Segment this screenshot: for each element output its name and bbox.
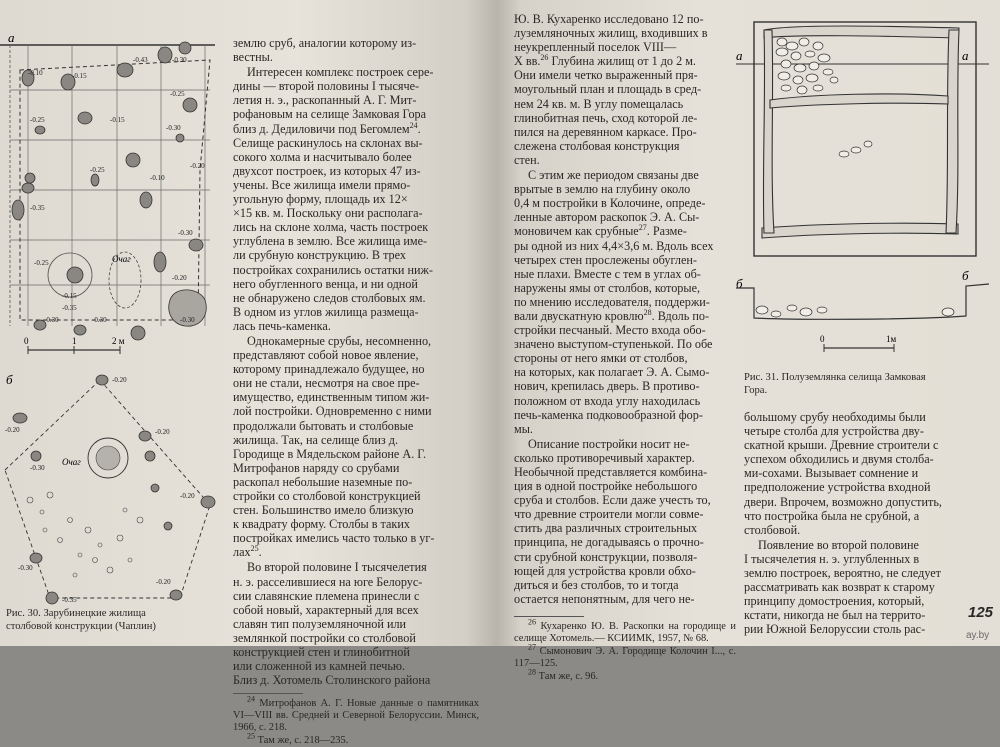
footnote: $^{28}$ Там же, с. 96. [528,667,599,682]
right-text-column [514,12,736,683]
depth-mark: -0.35 [62,304,77,312]
scale-zero: 0 [24,336,29,346]
depth-mark: -0.20 [112,376,127,384]
footnote-ref: 26 [540,53,549,63]
paragraph: землю сруб, аналогии которому из- вестны. [233,36,417,65]
left-page [0,0,496,747]
footnote: $^{27}$ Сымонович Э. А. Городище Колочин I..., с. 117—125. [514,642,736,669]
depth-mark: -0.10 [150,174,165,182]
figure-30b-plan [0,370,226,606]
depth-mark: -0.30 [18,564,33,572]
scale-one: 1 [72,336,77,346]
depth-mark: -0.35 [30,204,45,212]
caption-line: столбовой конструкции (Чаплин) [6,620,156,632]
depth-mark: -0.20 [180,492,195,500]
depth-mark: -0.30 [30,464,45,472]
ochag-label: Очаг [112,254,131,264]
caption-line: Гора. [744,384,768,396]
depth-mark: -0.25 [90,166,105,174]
left-text-column [233,36,479,747]
right-page [496,0,1000,682]
figure-30a-plan [0,30,226,370]
depth-mark: -0.43 [133,56,148,64]
footnote-rule [233,693,303,694]
depth-mark: -0.30 [92,316,107,324]
figure-30-caption [6,608,226,633]
footnote-ref: 24 [409,120,418,130]
depth-mark: -0.20 [172,274,187,282]
depth-mark: -0.30 [178,229,193,237]
depth-mark: -0.15 [62,292,77,300]
footnote: $^{25}$ Там же, с. 218—235. [247,731,349,747]
depth-mark: -0.15 [110,116,125,124]
caption-line: Рис. 31. Полуземлянка селища Замковая [744,372,926,383]
section-label-b: б [736,276,743,291]
footnote-rule [514,616,584,617]
depth-mark: -0.30 [180,316,195,324]
right-lower-text-column [744,410,966,637]
paragraph: Ю. В. Кухаренко исследовано 12 по- луземляночных жилищ, входивших в неукрепленный поселок VIII— X вв.$^{26}$ Глубина жилищ от 1 до 2 м. Они имели четко выраженный пря- моугольный план и площадь в сред- нем 24 кв. м. В углу помещалась глинобитная печь, сход которой ле- пился на деревянном каркасе. Про- слежена столбовая конструкция стен. [514,12,708,167]
paragraph: большому срубу необходимы были четыре столба для устройства дву- скатной крыши. Древние строители с успехом обходились и двумя столба- ми-сохами. Вызывает сомнение и предположение устройства входной двери. Впрочем, возможно допустить, что постройка была не срубной, а столбовой. [744,410,942,537]
footnote: $^{26}$ Кухаренко Ю. В. Раскопки на городище и селище Хотомель.— КСИИМК, 1957, № 68. [514,617,736,644]
depth-mark: -0.20 [190,162,205,170]
scale-one: 1м [886,334,897,344]
figure-31-plan [734,18,992,368]
depth-mark: -0.20 [5,426,20,434]
section-label-b: б [962,268,969,283]
footnote-ref: 27 [638,223,647,233]
depth-mark: -0.20 [155,428,170,436]
figure-31-caption [744,372,984,397]
depth-mark: -0.30 [172,56,187,64]
page-number: 125 [968,604,994,621]
depth-mark: -0.10 [28,69,43,77]
paragraph: Интересен комплекс построек сере- дины — второй половины I тысяче- летия н. э., раскопанный А. Г. Мит- рофановым на селище Замковая Гора близ д. Дедиловичи под Бегомлем$^{24}$. Селище раскинулось на склонах вы- сокого холма и насчитывало более двухсот построек, из которых 47 из- учены. Все жилища имели прямо- угольную форму, площадь их 12× ×15 кв. м. Поскольку они располага- лись на склоне холма, часть построек углублена в землю. Все жилища име- ли срубную конструкцию. В трех постройках сохранились остатки ниж- него обугленного венца, и ни одной не обнаружено следов столбовых ям. В одном из углов жилища размеща- лась печь-каменка. [233,65,434,333]
depth-mark: -0.20 [156,578,171,586]
depth-mark: -0.15 [72,72,87,80]
scale-zero: 0 [820,334,825,344]
depth-mark: -0.25 [170,90,185,98]
footnote: $^{24}$ Митрофанов А. Г. Новые данные о памятниках VI—VIII вв. Средней и Северной Белоруссии. Минск, 1966, с. 218. [233,694,479,734]
caption-line: Рис. 30. Зарубинецкие жилища [6,608,146,619]
section-label-a: а [736,48,743,63]
depth-mark: -0.35 [62,596,77,604]
paragraph: Однокамерные срубы, несомненно, представляют собой новое явление, которому принадлежало будущее, но они не стали, несмотря на свое пре- имущество, единственным типом жи- лой постройки. Одновременно с ними продолжали бытовать и столбовые жилища. Так, на селище близ д. Городище в Мядельском районе А. Г. Митрофанов наряду со срубами раскопал небольшие наземные по- стройки со столбовой конструкцией стен. Большинство имело близкую к квадрату форму. Столбы в таких постройках имелись часто только в уг- лах$^{25}$. [233,333,435,560]
footnote-ref: 25 [250,544,259,554]
scale-two: 2 м [112,336,125,346]
paragraph: Описание постройки носит не- сколько противоречивый характер. Необычной представляется комбина- ция в одной постройке небольшого сруба и столбов. Если даже учесть то, что древние строители могли совме- стить два различных строительных принципа, не догадываясь о прочно- сти срубной конструкции, позволя- ющей для устройства кровли обхо- диться и без столбов, то и тогда остается непонятным, для чего не- [514,436,711,606]
watermark: ay.by [966,630,990,641]
depth-mark: -0.25 [34,259,49,267]
paragraph: С этим же периодом связаны две врытые в землю на глубину около 0,4 м постройки в Колочине, опреде- ленные автором раскопок Э. А. Сы- моновичем как срубные$^{27}$. Разме- ры одной из них 4,4×3,6 м. Вдоль всех четырех стен прослежены обуглен- ные плахи. Вместе с тем в углах об- наружены ямы от столбов, которые, по мнению исследователя, поддержи- вали двускатную кровлю$^{28}$. Вдоль по- стройки песчаный. Место входа обо- значено выступом-ступенькой. По обе стороны от него ямки от столбов, на которых, как полагает Э. А. Сымо- нович, крепилась дверь. В противо- положном от входа углу находилась печь-каменка подковообразной фор- мы. [514,168,714,436]
section-label-a: а [962,48,969,63]
depth-mark: -0.25 [30,116,45,124]
depth-mark: -0.30 [166,124,181,132]
depth-mark: -0.30 [44,316,59,324]
ochag-label: Очаг [62,457,81,467]
section-label-a: а [8,30,15,45]
paragraph: Во второй половине I тысячелетия н. э. расселившиеся на юге Белорус- сии славянские племена принесли с собой новый, характерный для всех славян тип полуземляночной или землянкой постройки со столбовой конструкцией стен и глинобитной или сложенной из камней печью. Близ д. Хотомель Столинского района [233,560,431,688]
paragraph: Появление во второй половине I тысячелетия н. э. углубленных в землю построек, вероятно, не следует рассматривать как возврат к старому принципу домостроения, который, кстати, никогда не был на террито- рии Южной Белоруссии столь рас- [744,537,942,637]
section-label-b: б [6,372,13,387]
footnote-ref: 28 [643,307,652,317]
